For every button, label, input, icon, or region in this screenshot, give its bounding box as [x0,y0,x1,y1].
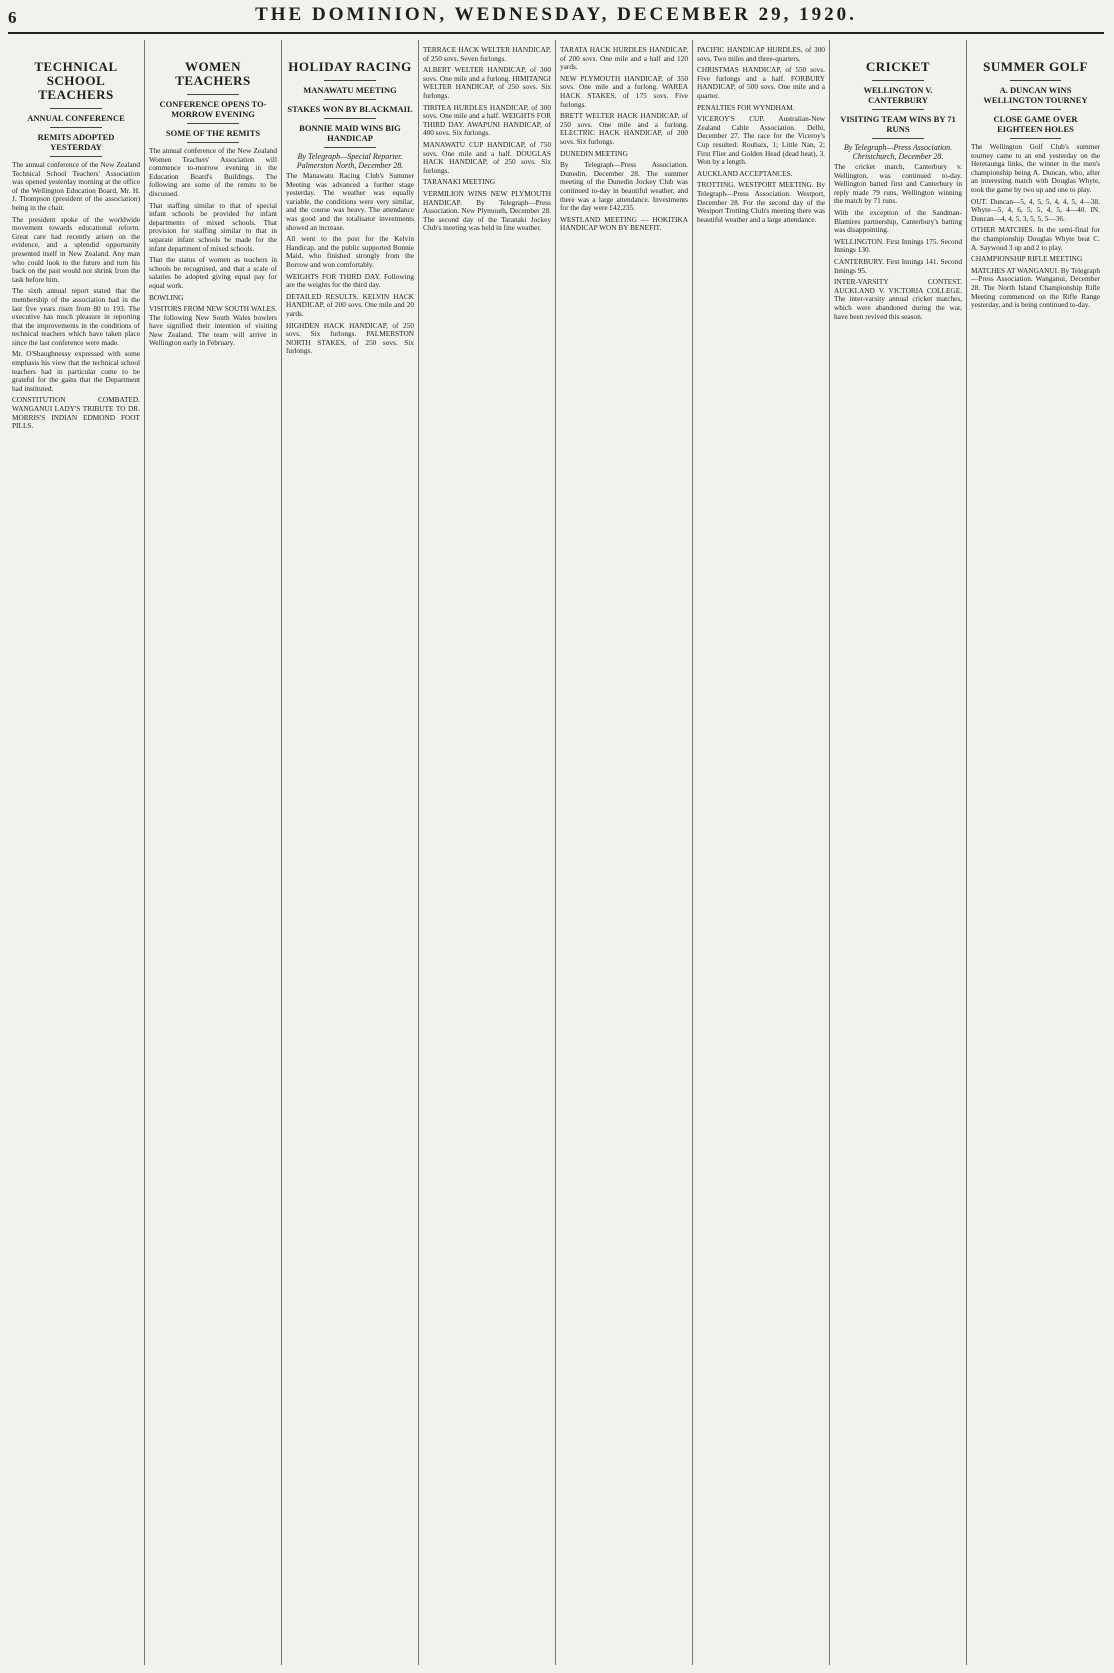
article-paragraph: TARATA HACK HURDLES HANDICAP, of 200 sovs. One mile and a half and 120 yards. [560,45,688,72]
article-paragraph: MANAWATU CUP HANDICAP, of 750 sovs. One mile and a half. DOUGLAS HACK HANDICAP, of 250 sovs. Six furlongs. [423,139,551,175]
article-subheading: REMITS ADOPTED YESTERDAY [37,132,115,152]
subheading-rule [50,156,101,157]
article-column [145,40,282,1665]
article-paragraph: CHRISTMAS HANDICAP, of 550 sovs. Five furlongs and a half. FORBURY HANDICAP, of 500 sovs. One mile and a quarter. [697,65,825,100]
article-headline: CRICKET [865,59,931,74]
article-paragraph: The cricket match, Canterbury v. Wellington, was continued to-day. Wellington batted first and Canterbury in reply made 79 runs, Wellington winning the match by 71 runs. [834,162,962,206]
article-paragraph: The Wellington Golf Club's summer tourney came to an end yesterday on the Heretaunga links, the winner in the men's championship being A. Duncan, who, after an interesting match with Douglas Whyte, took the game by two up and one to play. [971,142,1100,194]
article-paragraph: BRETT WELTER HACK HANDICAP, of 250 sovs. One mile and a furlong. ELECTRIC HACK HANDICAP, of 200 sovs. Six furlongs. [560,111,688,146]
article-subheading: ANNUAL CONFERENCE [27,113,125,123]
article-column [282,40,419,1665]
newspaper-title: THE DOMINION, WEDNESDAY, DECEMBER 29, 1920. [255,4,857,25]
article-paragraph: VISITORS FROM NEW SOUTH WALES. The following New South Wales bowlers have signified their intention of visiting New Zealand. The team will arrive in Wellington early in February. [149,304,277,348]
masthead [8,4,1104,34]
article-subheading: MANAWATU MEETING [303,85,397,95]
headline-rule [187,94,238,95]
article-paragraph: WEIGHTS FOR THIRD DAY. Following are the weights for the third day. [286,271,414,290]
subheading-rule [324,147,375,148]
article-paragraph: Mr. O'Shaughnessy expressed with some emphasis his view that the technical school teachers had in particular come to be grateful for the gains that the Department had instituted. [12,349,140,393]
subheading-rule [324,118,375,119]
article-paragraph: TERRACE HACK WELTER HANDICAP, of 250 sovs. Seven furlongs. [423,45,551,63]
article-paragraph: WESTLAND MEETING — HOKITIKA HANDICAP WON BY BENEFIT. [560,214,688,233]
article-paragraph: VICEROY'S CUP. Australian-New Zealand Cable Association. Delhi, December 27. The race for the Viceroy's Cup resulted: Roubaix, 1; Little Nan, 2; First Flier and Golden Head (dead heat), 3. Won by a length. [697,114,825,167]
article-paragraph: TIRITEA HURDLES HANDICAP, of 300 sovs. One mile and a half. WEIGHTS FOR THIRD DAY. AWAPUNI HANDICAP, of 400 sovs. Six furlongs. [423,102,551,138]
article-paragraph: TROTTING. WESTPORT MEETING. By Telegraph—Press Association. Westport, December 28. For the second day of the Westport Trotting Club's meeting there was beautiful weather and a large attendance. [697,180,825,224]
article-paragraph: With the exception of the Sandman-Blamires partnership, Canterbury's batting was disappointing. [834,207,962,235]
article-headline: TECHNICAL SCHOOL TEACHERS [34,59,118,102]
article-paragraph: CHAMPIONSHIP RIFLE MEETING [971,254,1083,264]
article-paragraph: WELLINGTON. First Innings 175. Second Innings 130. [834,236,962,255]
article-paragraph: HIGHDEN HACK HANDICAP, of 250 sovs. Six furlongs. PALMERSTON NORTH STAKES, of 250 sovs. Six furlongs. [286,320,414,356]
article-subheading: STAKES WON BY BLACKMAIL [287,104,413,114]
article-subheading: VISITING TEAM WINS BY 71 RUNS [840,114,956,134]
article-paragraph: PENALTIES FOR WYNDHAM. [697,102,795,112]
article-paragraph: PACIFIC HANDICAP HURDLES, of 300 sovs. Two miles and three-quarters. [697,45,825,63]
subheading-rule [187,142,238,143]
subheading-rule [324,99,375,100]
headline-rule [1010,80,1062,81]
byline: By Telegraph—Special Reporter. Palmerston North, December 28. [296,152,404,170]
article-paragraph: The president spoke of the worldwide movement towards educational reform. Great care had recently arisen on the evidence, and a splendid opportunity presented itself in New Zealand. Any man who could look to the future and turn his back on the past would not shrink from the task before him. [12,214,140,284]
article-paragraph: AUCKLAND ACCEPTANCES. [697,168,793,178]
headline-rule [324,80,375,81]
article-paragraph: CANTERBURY. First Innings 141. Second Innings 95. [834,256,962,275]
article-subheading: CONFERENCE OPENS TO-MORROW EVENING [159,99,267,119]
article-paragraph: VERMILION WINS NEW PLYMOUTH HANDICAP. By Telegraph—Press Association. New Plymouth, December 28. The second day of the Taranaki Jockey Club's meeting was held in fine weather. [423,188,551,233]
page-columns [8,40,1106,1665]
article-subheading: BONNIE MAID WINS BIG HANDICAP [299,123,401,143]
article-subheading: WELLINGTON V. CANTERBURY [863,85,933,105]
article-paragraph: That the status of women as teachers in schools be recognised, and that a scale of salaries be adopted giving equal pay for equal work. [149,255,277,290]
article-paragraph: The annual conference of the New Zealand Technical School Teachers' Association was opened yesterday morning at the office of the Wellington Education Board, Mr. H. J. Thompson (president of the association) being in the chair. [12,160,140,212]
article-paragraph: CONSTITUTION COMBATED. WANGANUI LADY'S TRIBUTE TO DR. MORRIS'S INDIAN EDMOND FOOT PILLS. [12,395,140,431]
article-paragraph: By Telegraph—Press Association. Dunedin, December 28. The summer meeting of the Dunedin Jockey Club was continued to-day in beautiful weather, and there was a large attendance. Investments for the day were £42,235. [560,160,688,213]
article-column [556,40,693,1665]
article-paragraph: The sixth annual report stated that the membership of the association had in the last five years risen from 80 to 193. The executive has much pleasure in reporting that the improvements in the conditions of technical teachers which have taken place since the last conference were made. [12,286,140,347]
subheading-rule [872,109,923,110]
article-paragraph: TARANAKI MEETING [423,177,496,187]
byline: By Telegraph—Press Association. Christchurch, December 28. [843,143,953,161]
headline-rule [872,80,923,81]
article-column [830,40,967,1665]
article-paragraph: The annual conference of the New Zealand Women Teachers' Association will commence to-morrow evening in the Education Board's Buildings. The following are some of the remits to be discussed. [149,146,277,198]
article-subheading: CLOSE GAME OVER EIGHTEEN HOLES [993,114,1078,134]
article-headline: SUMMER GOLF [983,59,1088,74]
subheading-rule [50,127,101,128]
article-paragraph: That staffing similar to that of special infant schools be provided for infant departments of mixed schools. That provision for staffing similar to that in separate infant schools be made for the infant department of mixed schools. [149,200,277,253]
article-subheading: A. DUNCAN WINS WELLINGTON TOURNEY [983,85,1088,105]
article-paragraph: ALBERT WELTER HANDICAP, of 300 sovs. One mile and a furlong. HIMITANGI WELTER HANDICAP, of 250 sovs. Six furlongs. [423,65,551,100]
article-paragraph: All went to the post for the Kelvin Handicap, and the public supported Bonnie Maid, who finished strongly from the Borrow and won comfortably. [286,234,414,269]
article-paragraph: DUNEDIN MEETING [560,148,628,158]
article-headline: HOLIDAY RACING [288,59,412,74]
article-paragraph: BOWLING [149,292,184,302]
subheading-rule [1010,109,1062,110]
article-column [693,40,830,1665]
article-paragraph: INTER-VARSITY CONTEST. AUCKLAND V. VICTORIA COLLEGE. The inter-varsity annual cricket matches, which were abandoned during the war, have been revived this season. [834,277,962,321]
subheading-rule [872,138,923,139]
page-number: 6 [8,8,17,27]
headline-rule [50,108,101,109]
subheading-rule [1010,138,1062,139]
article-subheading: SOME OF THE REMITS [165,128,261,138]
article-column [419,40,556,1665]
article-paragraph: MATCHES AT WANGANUI. By Telegraph—Press Association. Wanganui, December 28. The North Island Championship Rifle Meeting commenced on the Rifle Range yesterday, and is being continued to-day. [971,265,1101,310]
article-paragraph: OTHER MATCHES. In the semi-final for the championship Douglas Whyte beat C. A. Saywood 3 up and 2 to play. [971,225,1100,252]
subheading-rule [187,123,238,124]
article-paragraph: NEW PLYMOUTH HANDICAP, of 350 sovs. One mile and a furlong. WAREA HACK STAKES, of 175 sovs. Five furlongs. [560,73,688,109]
article-headline: WOMEN TEACHERS [175,59,251,88]
article-paragraph: The Manawatu Racing Club's Summer Meeting was advanced a further stage yesterday. The weather was equally variable, the conditions were very similar, and the course was heavy. The attendance was good and the totalisator investments showed an increase. [286,171,414,232]
article-paragraph: OUT. Duncan—5, 4, 5, 5, 4, 4, 5, 4—38. Whyte—5, 4, 6, 5, 5, 4, 5, 4—40. IN. Duncan—4, 4, 5, 3, 5, 5, 5—36. [971,196,1100,223]
article-column [967,40,1104,1665]
article-column [8,40,145,1665]
article-paragraph: DETAILED RESULTS. KELVIN HACK HANDICAP, of 200 sovs. One mile and 20 yards. [286,291,414,318]
